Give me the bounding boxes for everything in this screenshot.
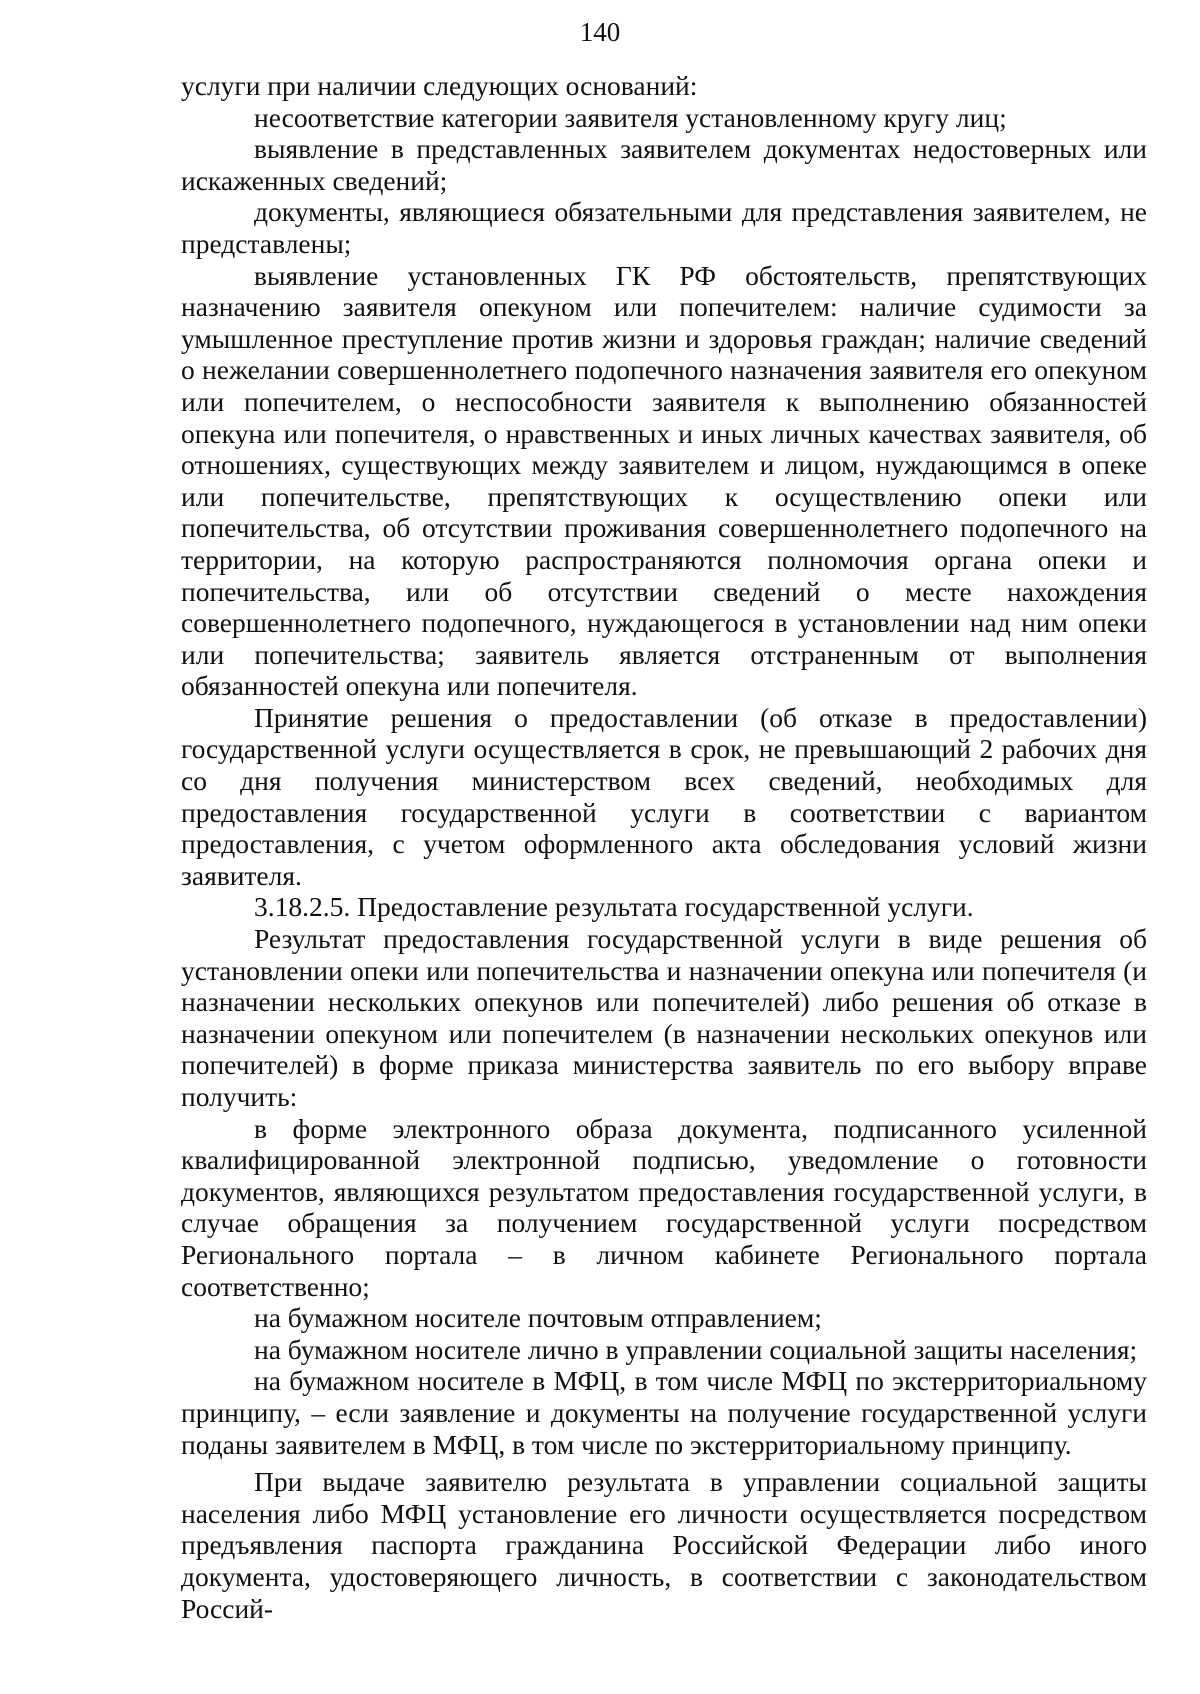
paragraph-ground-circumstances: выявление установленных ГК РФ обстоятельств, препятствующих назначению заявителя опекуном или попечителем: наличие судимости за умышленное преступление против жизни и здоровья граждан; наличие сведений о нежелании совершеннолетнего подопечного назначения заявителя его опекуном или попечителем, о неспособности заявителя к выполнению обязанностей опекуна или попечителя, о нравственных и иных личных качествах заявителя, об отношениях, существующих между заявителем и лицом, нуждающимся в опеке или попечительстве, препятствующих к осуществлению опеки или попечительства, об отсутствии проживания совершеннолетнего подопечного на территории, на которую распространяются полномочия органа опеки и попечительства, или об отсутствии сведений о месте нахождения совершеннолетнего подопечного, нуждающегося в установлении над ним опеки или попечительства; заявитель является отстраненным от выполнения обязанностей опекуна или попечителя. xyxy=(181,259,1147,702)
paragraph-ground-false-info: выявление в представленных заявителем документах недостоверных или искаженных сведений; xyxy=(181,133,1147,196)
paragraph-result-in-person: на бумажном носителе лично в управлении социальной защиты населения; xyxy=(254,1333,1138,1365)
paragraph-grounds-intro: услуги при наличии следующих оснований: xyxy=(181,70,698,101)
paragraph-identity-verification: При выдаче заявителю результата в управлении социальной защиты населения либо МФЦ установление его личности осуществляется посредством предъявления паспорта гражданина Российской Федерации либо иного документа, удостоверяющего личность, в соответствии с законодательством Россий- xyxy=(181,1466,1147,1624)
paragraph-result-description: Результат предоставления государственной услуги в виде решения об установлении опеки или попечительства и назначении опекуна или попечителя (и назначении нескольких опекунов или попечителей) либо решения об отказе в назначении опекуном или попечителем (в назначении нескольких опекунов или попечителей) в форме приказа министерства заявитель по его выбору вправе получить: xyxy=(181,923,1147,1112)
paragraph-decision-term: Принятие решения о предоставлении (об отказе в предоставлении) государственной услуги осуществляется в срок, не превышающий 2 рабочих дня со дня получения министерством всех сведений, необходимых для предоставления государственной услуги в соответствии с вариантом предоставления, с учетом оформленного акта обследования условий жизни заявителя. xyxy=(181,701,1147,891)
page-number: 140 xyxy=(579,17,621,47)
paragraph-ground-missing-documents: документы, являющиеся обязательными для представления заявителем, не представлены; xyxy=(181,196,1147,259)
paragraph-result-mfc: на бумажном носителе в МФЦ, в том числе МФЦ по экстерриториальному принципу, – если заявление и документы на получение государственной услуги поданы заявителем в МФЦ, в том числе по экстерриториальному принципу. xyxy=(181,1365,1147,1460)
paragraph-ground-category: несоответствие категории заявителя установленному кругу лиц; xyxy=(254,101,1007,133)
paragraph-result-electronic: в форме электронного образа документа, подписанного усиленной квалифицированной электронной подписью, уведомление о готовности документов, являющихся результатом предоставления государственной услуги, в случае обращения за получением государственной услуги посредством Регионального портала – в личном кабинете Регионального портала соответственно; xyxy=(181,1112,1147,1302)
paragraph-result-post: на бумажном носителе почтовым отправлением; xyxy=(254,1302,822,1334)
paragraph-section-heading: 3.18.2.5. Предоставление результата государственной услуги. xyxy=(254,891,974,923)
document-body xyxy=(181,70,1147,1624)
